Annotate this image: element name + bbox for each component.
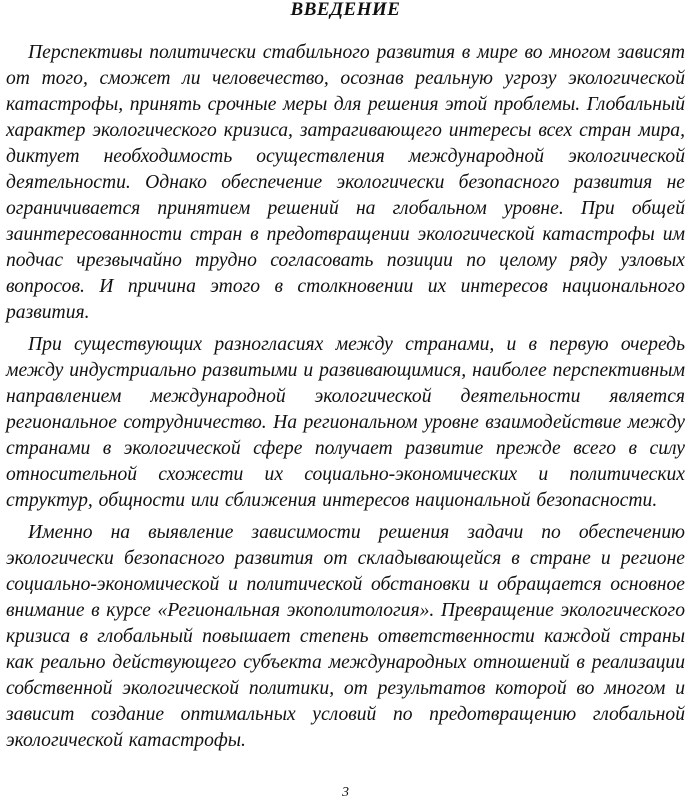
page-title: ВВЕДЕНИЕ [290, 0, 401, 20]
paragraph-3: Именно на выявление зависимости решения задачи по обеспечению экологически безопасного развития от складывающейся в стране и регионе социально-экономической и политической обстановки и обращается основное внимание в курсе «Региональная экополитология». Превращение экологического кризиса в глобальный повышает степень ответственности каждой страны как реально действующего субъекта международных отношений в реализации собственной экологической политики, от результатов которой во многом и зависит создание оптимальных условий по предотвращению глобальной экологической катастрофы. [6, 522, 685, 751]
paragraph-1: Перспективы политически стабильного развития в мире во многом зависят от того, сможет ли человечество, осознав реальную угрозу экологической катастрофы, принять срочные меры для решения этой проблемы. Глобальный характер экологического кризиса, затрагивающего интересы всех стран мира, диктует необходимость осуществления международной экологической деятельности. Однако обеспечение экологически безопасного развития не ограничивается принятием решений на глобальном уровне. При общей заинтересованности стран в предотвращении экологической катастрофы им подчас чрезвычайно трудно согласовать позиции по целому ряду узловых вопросов. И причина этого в столкновении их интересов национального развития. [6, 42, 685, 323]
document-body [6, 40, 685, 754]
page-number: 3 [342, 785, 349, 800]
paragraph-2: При существующих разногласиях между странами, и в первую очередь между индустриально развитыми и развивающимися, наиболее перспективным направлением международной экологической деятельности является региональное сотрудничество. На региональном уровне взаимодействие между странами в экологической сфере получает развитие прежде всего в силу относительной схожести их социально-экономических и политических структур, общности или сближения интересов национальной безопасности. [6, 334, 685, 511]
